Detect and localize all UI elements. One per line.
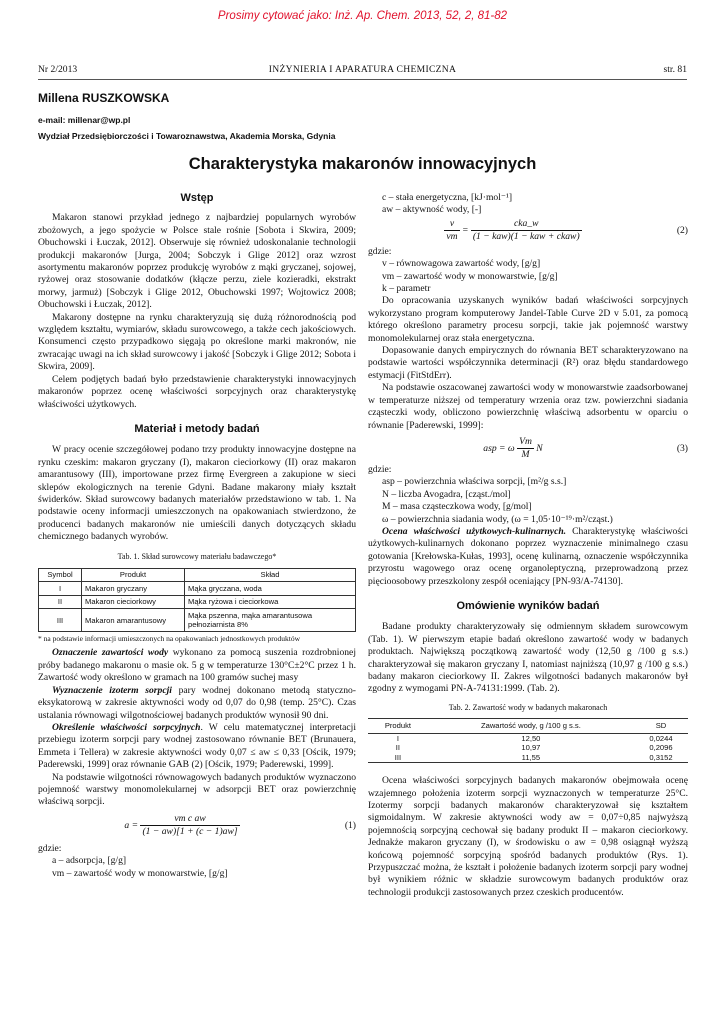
eq2-lhs-numerator: v [444,218,459,231]
table1-cell: Makaron gryczany [82,582,185,596]
eq3-numerator: Vm [517,436,534,449]
table-row [39,582,356,596]
eq1-lhs: a = [124,819,139,831]
intro-paragraph-3: Celem podjętych badań było przedstawienie charakterystyki innowacyjnych makaronów poprzez ocenę właściwości sorpcyjnych oraz charakterystykę właściwości użytkowych. [38,373,356,410]
table-1 [38,568,356,633]
eq3-denominator: M [521,449,530,461]
table1-header: Produkt [82,568,185,582]
journal-name: INŻYNIERIA I APARATURA CHEMICZNA [268,64,457,75]
author-affiliation: Wydział Przedsiębiorczości i Towaroznawstwa, Akademia Morska, Gdynia [38,131,336,141]
table2-cell: II [395,743,401,753]
eq2-number: (2) [676,224,688,236]
eq3-lhs: asp = ω [483,443,515,455]
table1-footnote: * na podstawie informacji umieszczonych na opakowaniach jednostkowych produktów [38,634,301,644]
table2-cell: 10,97 [521,743,541,753]
table-2 [368,718,688,763]
table-row [368,753,688,763]
fit-paragraph-3: Na podstawie oszacowanej zawartości wody w monowarstwie zaadsorbowanej w temperaturze niższej od temperatury wrzenia oraz tzw. powierzchni siadania cząsteczki wody, obliczono powierzchnię właściwą adsorbentu w oparciu o równanie [Paderewski, 1999]: [368,382,688,431]
results-paragraph-2: Ocena właściwości sorpcyjnych badanych makaronów obejmowała ocenę wzajemnego położenia izoterm sorpcji wyznaczonych w temperaturze 25°C. Izotermy sorpcji badanych makaronów charakteryzował się kształtem sigmoidalnym. W zakresie aktywności wody aw = 0,07÷0,85 najwyższą pojemnością sorpcyjną cechował się badany produkt II – makaron cieciorkowy. Jednakże makaron gryczany (I), w środowisku o aw = 0,98 osiągnął wyższą końcową pojemność sorpcyjną spośród badanych produktów (Rys. 1). Przypuszczać można, że kształt i położenie badanych izoterm sorpcji pary wodnej był wynikiem różnic w składzie surowcowym badanych produktów oraz technologii produkcji zastosowanych przez czeskich producentów. [368,775,688,898]
definition-item: a – adsorpcja, [g/g] [52,855,127,867]
methods-paragraph-1: W pracy ocenie szczegółowej podano trzy produkty innowacyjne dostępne na rynku czeskim: makaron gryczany (I), makaron cieciorkowy (II) oraz makaron amarantusowy (III), importowane przez firmę Evergreen a zakupione w sieci sklepów ekologicznych na terenie Gdyni. Badane makarony miały kształt świderków. Skład surowcowy badanych materiałów przedstawiono w tab. 1. Na podstawie oceny informacji umieszczonych na opakowaniach stwierdzono, że producenci badanych makaronów nie umieścili danych dotyczących składu chemicznego badanych wyrobów. [38,444,356,543]
isotherm-label: Wyznaczenie izoterm sorpcji [52,684,172,696]
equation-2: $\frac{v}{vm}$ = $\frac{\text{cka\_w}}{\text{(1 − kaw)(1 − kaw + ckaw)}}$ (2) [446,217,688,243]
table1-header: Skład [185,568,356,582]
eq1-numerator: vm c aw [140,813,239,826]
table2-cell: 12,50 [521,733,541,743]
right-column [368,192,688,899]
table2-header: SD [634,719,688,734]
table-row [39,609,356,632]
sorption-label: Określenie właściwości sorpcyjnych [52,721,201,733]
results-paragraph-1: Badane produkty charakteryzowały się odmiennym składem surowcowym (Tab. 1). W pierwszym etapie badań określono zawartość wody w badanych produktach. Największą początkową zawartość wody (12,50 g /100 g s.s.) charakteryzował się makaron gryczany I, natomiast najniższą (10,97 g /100 g s.s.) badany makaron cieciorkowy II. Zakres wilgotności badanych makaronów był zgodny z wymogami PN-A-74131:1999. (Tab. 2). [368,621,688,695]
table2-cell: I [396,733,399,743]
table1-header: Symbol [39,568,82,582]
fit-paragraph-1: Do opracowania uzyskanych wyników badań właściwości sorpcyjnych wykorzystano program komputerowy Jandel-Table Curve 2D v 5.01, za pomocą którego określono parametry procesu sorpcji, takie jak pojemność warstwy monomolekularnej oraz stała energetyczna. [368,295,688,344]
table2-cell: III [368,753,428,763]
where-label: gdzie: [368,245,392,257]
definition-item: v – równowagowa zawartość wody, [g/g] [382,258,541,270]
table2-cell: 11,55 [428,753,634,763]
definition-item: vm – zawartość wody w monowarstwie, [g/g] [52,867,228,879]
table1-cell: Makaron amarantusowy [82,609,185,632]
table1-cell: Mąka gryczana, woda [185,582,356,596]
definition-item: ω – powierzchnia siadania wody, (ω = 1,05·10⁻¹⁹·m²/cząst.) [382,513,613,525]
methods-heading: Materiał i metody badań [134,422,260,435]
intro-paragraph-2: Makarony dostępne na rynku charakteryzują się dużą różnorodnością pod względem kształtu, wymiarów, składu surowcowego, a także cech jakościowych. Konsumenci często przypadkowo sięgają po określone marki makronów, nie zwracając uwagi na ich skład surowcowy i jakość [Sobczyk i Glige 2012; Sobota i Skwira, 2009]. [38,311,356,373]
author-name: Millena RUSZKOWSKA [38,91,170,105]
definition-item: c – stała energetyczna, [kJ·mol⁻¹] [382,192,513,203]
definition-item: vm – zawartość wody w monowarstwie, [g/g] [382,270,558,282]
citation-line: Prosimy cytować jako: Inż. Ap. Chem. 2013, 52, 2, 81-82 [217,10,508,22]
eq2-numerator: cka_w [471,218,582,231]
where-label: gdzie: [38,842,62,854]
table2-cell: 0,3152 [634,753,688,763]
table2-cell: 0,2096 [649,743,673,753]
table1-caption: Tab. 1. Skład surowcowy materiału badawczego* [117,551,277,561]
eq2-lhs-denominator: vm [446,231,458,243]
table1-cell: Makaron cieciorkowy [82,595,185,609]
header-rule [38,79,687,80]
equation-3 [368,436,688,464]
intro-paragraph-1: Makaron stanowi przykład jednego z najbardziej popularnych wyrobów zbożowych, a jego spożycie w Polsce stale rośnie [Sobota i Skwira, 2009; Obuchowski i Łuczak, 2012]. Obserwuje się również udoskonalanie technologii produkcji makaronów [Jurga, 2004; Sobczyk i Glige 2012] oraz wzrost asortymentu makaronów poprzez produkcję wyrobów z mąki gryczanej, sojowej, ryżowej oraz stosowanie dodatków (kłącze perzu, ziele kozieradki, ekstrakt morwy, jarmuż) [Sobczyk i Glige 2012, Obuchowski 1997; Wojtowicz 2008; Obuchowski i Łuczak, 2012]. [38,212,356,311]
where-label: gdzie: [368,463,392,475]
definition-item: asp – powierzchnia właściwa sorpcji, [m²/g s.s.] [382,476,567,488]
table-row [39,595,356,609]
eq3-tail: N [536,443,543,455]
water-content-label: Oznaczenie zawartości wody [52,647,169,659]
table1-cell: Mąka ryżowa i cieciorkowa [185,595,356,609]
definition-item: k – parametr [382,283,431,295]
table2-cell: 0,0244 [649,733,673,743]
fit-paragraph-2: Dopasowanie danych empirycznych do równania BET scharakteryzowano na podstawie wartości współczynnika determinacji (R²) oraz błędu standardowego estymacji (FitStdErr). [368,345,688,381]
eq1-number: (1) [344,819,356,831]
paper-title: Charakterystyka makaronów innowacyjnych [188,155,537,173]
water-content-text: wykonano za pomocą suszenia rozdrobnionej próby badanego makaronu o masie ok. 5 g w temperaturze 130°C±2°C przez 1 h. Zawartość wody określono w gramach na 100 gramów suchej masy [38,647,356,684]
use-properties-label: Ocena właściwości użytkowych-kulinarnych. [382,525,567,537]
table1-cell: I [39,582,82,596]
issue-number: Nr 2/2013 [38,64,78,75]
eq2-denominator: (1 − kaw)(1 − kaw + ckaw) [472,231,580,243]
isotherm-text: pary wodnej dokonano metodą statyczno-eksykatorową w zakresie aktywności wody od 0,07 do 0,98 (temp. 25°C). Czas ustalania równowagi wilgotnościowej badanych produktów wynosił 90 dni. [38,684,356,721]
left-column [38,192,356,880]
table2-caption: Tab. 2. Zawartość wody w badanych makaronach [448,702,608,712]
table1-cell: II [39,595,82,609]
page-number: str. 81 [663,64,687,75]
intro-heading: Wstęp [180,192,214,204]
definition-item: aw – aktywność wody, [-] [382,204,482,216]
equation-1 [38,813,356,841]
definition-item: M – masa cząsteczkowa wody, [g/mol] [382,501,532,513]
table2-header: Zawartość wody, g /100 g s.s. [428,719,634,734]
sorption-text: . W celu matematycznej interpretacji przebiegu izoterm sorpcji pary wodnej zastosowano równanie BET (Brunauera, Emmeta i Tellera) w zakresie aktywności wody 0,07 ≤ aw ≤ 0,33 [Ościk, 1979; Paderewski, 1999] oraz równanie GAB (2) [Ościk, 1979; Paderewski, 1999]. [38,721,357,771]
use-properties-text: Charakterystykę właściwości użytkowych-kulinarnych dokonano poprzez wyznaczenie minimalnego czasu gotowania [Krełowska-Kułas, 1993], ocenę kulinarną, oznaczenie współczynnika przyrostu wagowego oraz ocenę organoleptyczną, przeprowadzoną przez pięcioosobowy przeszkolony zespół oceniający [PN-93/A-74130]. [368,525,688,587]
table2-header: Produkt [368,719,428,734]
table1-cell: III [39,609,82,632]
results-heading: Omówienie wyników badań [456,599,600,612]
eq3-number: (3) [676,442,688,454]
eq1-denominator: (1 − aw)[1 + (c − 1)aw] [142,826,238,838]
author-email: e-mail: millenar@wp.pl [38,115,131,125]
definition-item: N – liczba Avogadra, [cząst./mol] [382,488,511,500]
table1-cell: Mąka pszenna, mąka amarantusowa pełnoziarnista 8% [185,609,356,632]
table-row [368,743,688,753]
bet-intro: Na podstawie wilgotności równowagowych badanych produktów wyznaczono pojemność warstwy monomolekularnej w adsorpcji BET oraz powierzchnię właściwą sorpcji. [38,771,356,808]
table-row [368,733,688,743]
